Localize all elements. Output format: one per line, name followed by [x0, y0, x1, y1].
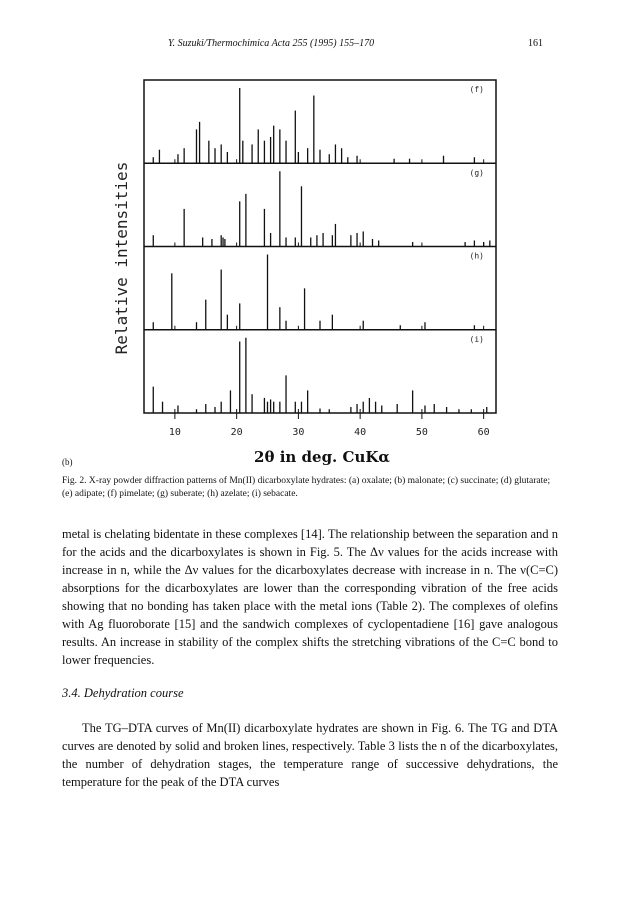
peak-lines [153, 88, 490, 413]
pattern-label: (f) [469, 85, 484, 94]
paragraph-2: The TG–DTA curves of Mn(II) dicarboxylate hydrates are shown in Fig. 6. The TG and DTA curves are denoted by solid and broken lines, respectively. Table 3 lists the n of the dicarboxylates, the number of dehydration stages, the temperature range of successive dehydrations, the temperature for the peak of the DTA curves [62, 721, 558, 789]
page-number: 161 [528, 38, 543, 49]
body-text [62, 525, 558, 669]
x-tick-label: 40 [354, 427, 367, 438]
figure-caption: Fig. 2. X-ray powder diffraction patterns of Mn(II) dicarboxylate hydrates: (a) oxalate; (b) malonate; (c) succinate; (d) glutarate; (e) adipate; (f) pimelate; (g) suberate; (h) azelate; (i) sebacate. [62, 476, 551, 499]
section-heading: 3.4. Dehydration course [62, 686, 184, 700]
panel-label: (b) [62, 457, 73, 467]
x-axis-label: 2θ in deg. CuKα [254, 448, 390, 466]
x-tick-label: 50 [415, 427, 428, 438]
paragraph-1: metal is chelating bidentate in these complexes [14]. The relationship between the separation and n for the acids and the dicarboxylates is shown in Fig. 5. The Δν values for the acids increase with increase in n, while the Δν values for the dicarboxylates decrease with increase in n. The ν(C=C) absorptions for the dicarboxylates are lower than the corresponding vibration of the free acids showing that no bonding has taken place with the metal ions (Table 2). The complexes of olefins with Ag fluoroborate [15] and the sandwich complexes of cyclopentadiene [16] gave analogous results. An increase in stability of the complex shifts the stretching vibrations of the C=C bond to lower frequencies. [62, 527, 558, 667]
pattern-label: (g) [469, 168, 484, 178]
pattern-label: (h) [469, 251, 484, 261]
x-tick-label: 60 [477, 427, 490, 438]
running-head: Y. Suzuki/Thermochimica Acta 255 (1995) 155–170 [168, 38, 375, 49]
y-axis-label: Relative intensities [112, 161, 131, 355]
x-tick-label: 20 [230, 427, 243, 438]
x-tick-label: 30 [292, 427, 305, 438]
x-axis-ticks [169, 413, 490, 438]
x-tick-label: 10 [168, 427, 181, 438]
pattern-label: (i) [469, 334, 484, 344]
